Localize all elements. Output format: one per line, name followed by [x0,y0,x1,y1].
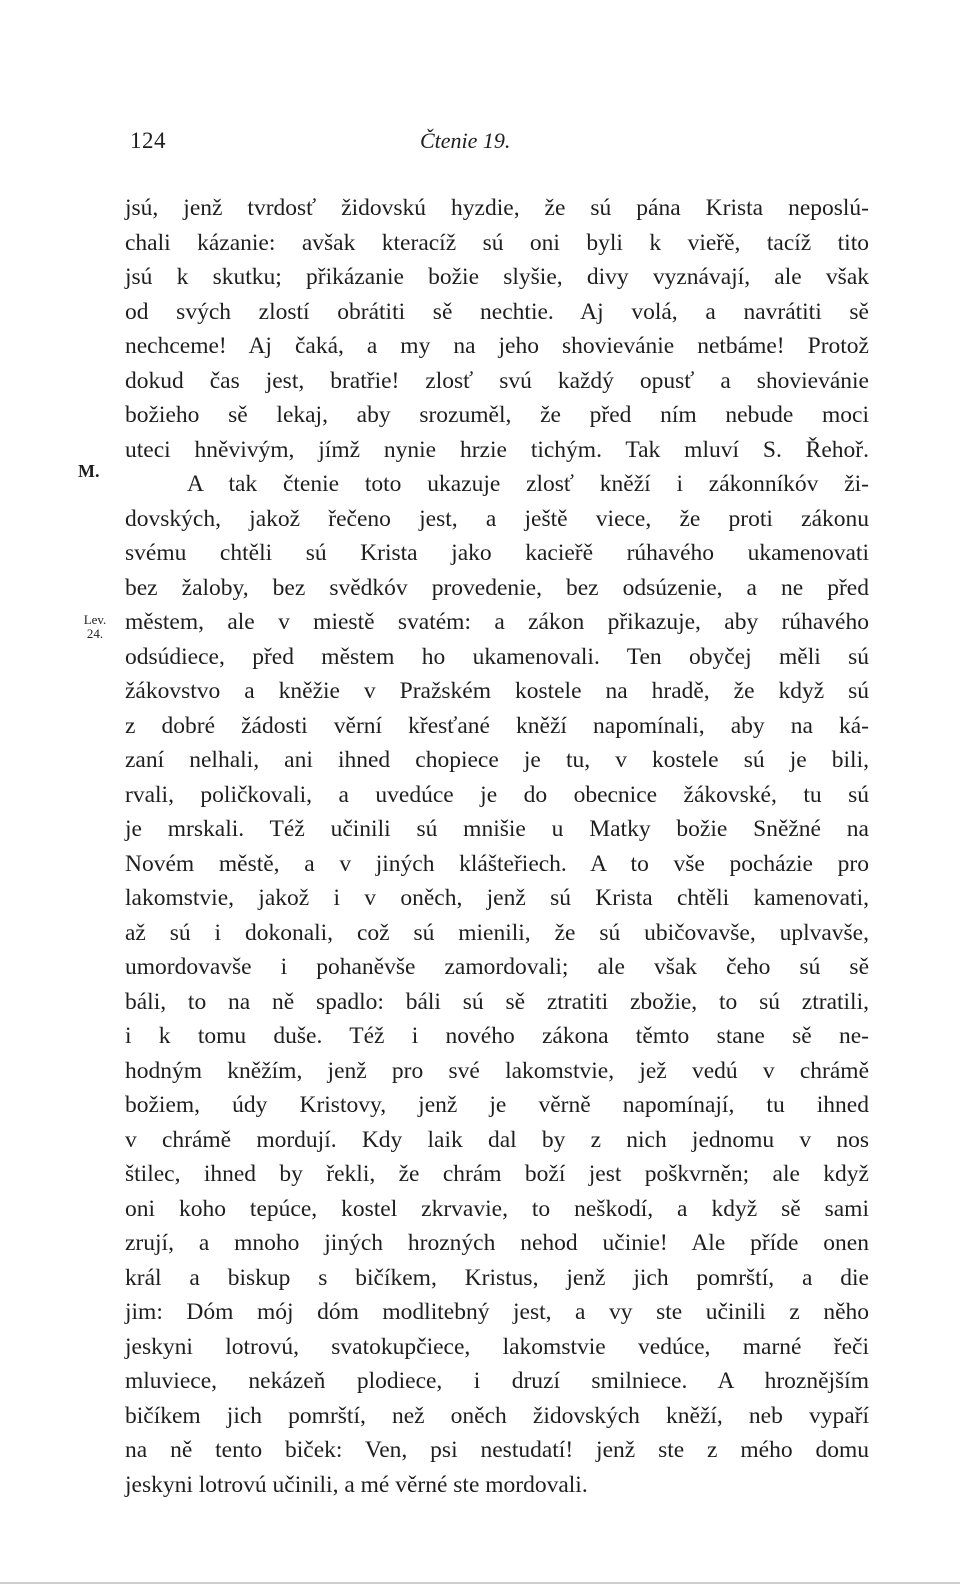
text-line: žákovstvo a kněžie v Pražském kostele na hradě, že když sú [125,678,869,704]
text-line: hodným kněžím, jenž pro své lakomstvie, jež vedú v chrámě [125,1057,869,1084]
margin-note-lev-label: Lev. [83,612,107,627]
text-line: jim: Dóm mój dóm modlitebný jest, a vy ste učinili z něho [125,1299,869,1325]
text-line: na ně tento biček: Ven, psi nestudatí! jenž ste z mého domu [125,1437,869,1463]
text-line: Novém městě, a v jiných klášteřiech. A to vše pocházie pro [125,850,869,877]
text-line: je mrskali. Též učinili sú mnišie u Matky božie Sněžné na [125,816,869,842]
text-line: chali kázanie: avšak kteracíž sú oni byli k vieřě, tacíž tito [125,229,869,256]
text-line: v chrámě mordují. Kdy laik dal by z nich jednomu v nos [125,1126,869,1153]
text-line: až sú i dokonali, což sú mienili, že sú ubičovavše, uplvavše, [125,919,869,946]
text-line: báli, to na ně spadlo: báli sú sě ztratiti zbožie, to sú ztratili, [125,988,869,1015]
text-line: jeskyni lotrovú, svatokupčiece, lakomstvie vedúce, marné řeči [125,1333,869,1360]
text-line: jsú, jenž tvrdosť židovskú hyzdie, že sú pána Krista neposlú- [125,195,869,221]
margin-note-leviticus [80,613,110,641]
text-line: odsúdiece, před městem ho ukamenovali. Ten obyčej měli sú [125,643,869,670]
text-line: svému chtěli sú Krista jako kacieřě rúhavého ukamenovati [125,540,869,566]
text-line: božieho sě lekaj, aby srozuměl, že před ním nebude moci [125,402,869,428]
text-line: A tak čtenie toto ukazuje zlosť kněží i zákonníkóv ži- [187,471,869,497]
bottom-scan-edge [0,1582,960,1584]
text-line: štilec, ihned by řekli, že chrám boží jest poškvrněn; ale když [125,1161,869,1187]
text-line: městem, ale v miestě svatém: a zákon přikazuje, aby rúhavého [125,609,869,635]
text-line: mluviece, nekázeň plodiece, i druzí smilniece. A hroznějším [125,1368,869,1394]
text-line: dovských, jakož řečeno jest, a ještě viece, že proti zákonu [125,505,869,532]
text-line: božiem, údy Kristovy, jenž je věrně napomínají, tu ihned [125,1092,869,1118]
text-line: od svých zlostí obrátiti sě nechtie. Aj volá, a navrátiti sě [125,298,869,325]
text-line: zrují, a mnoho jiných hrozných nehod učinie! Ale příde onen [125,1230,869,1256]
text-line: oni koho tepúce, kostel zkrvavie, to neškodí, a když sě sami [125,1195,869,1222]
page-header [130,128,870,164]
text-line: rvali, poličkovali, a uvedúce je do obecnice žákovské, tu sú [125,781,869,808]
running-head: Čtenie 19. [420,128,511,153]
text-line: král a biskup s bičíkem, Kristus, jenž jich pomrští, a die [125,1264,869,1291]
margin-note-m: M. [78,461,100,481]
text-line: bez žaloby, bez svědkóv provedenie, bez odsúzenie, a ne před [125,574,869,601]
text-line: uteci hněvivým, jímž nynie hrzie tichým. Tak mluví S. Řehoř. [125,436,869,463]
text-line: jeskyni lotrovú učinili, a mé věrné ste mordovali. [125,1471,588,1498]
text-line: i k tomu duše. Též i nového zákona těmto stane sě ne- [125,1023,869,1049]
text-line: lakomstvie, jakož i v oněch, jenž sú Krista chtěli kamenovati, [125,885,869,911]
text-line: zaní nelhali, ani ihned chopiece je tu, v kostele sú je bili, [125,747,869,773]
page-number: 124 [130,128,166,153]
body-text [125,191,869,1502]
text-line: umordovavše i pohaněvše zamordovali; ale však čeho sú sě [125,954,869,980]
text-line: dokud čas jest, bratřie! zlosť svú každý opusť a shovievánie [125,367,869,394]
text-line: nechceme! Aj čaká, a my na jeho shovievánie netbáme! Protož [125,333,869,359]
text-line: bičíkem jich pomrští, než oněch židovských kněží, neb vypaří [125,1402,869,1429]
text-line: z dobré žádosti věrní křesťané kněží napomínali, aby na ká- [125,712,869,739]
text-line: jsú k skutku; přikázanie božie slyšie, divy vyznávají, ale však [125,264,869,290]
margin-note-lev-number: 24. [86,626,104,641]
